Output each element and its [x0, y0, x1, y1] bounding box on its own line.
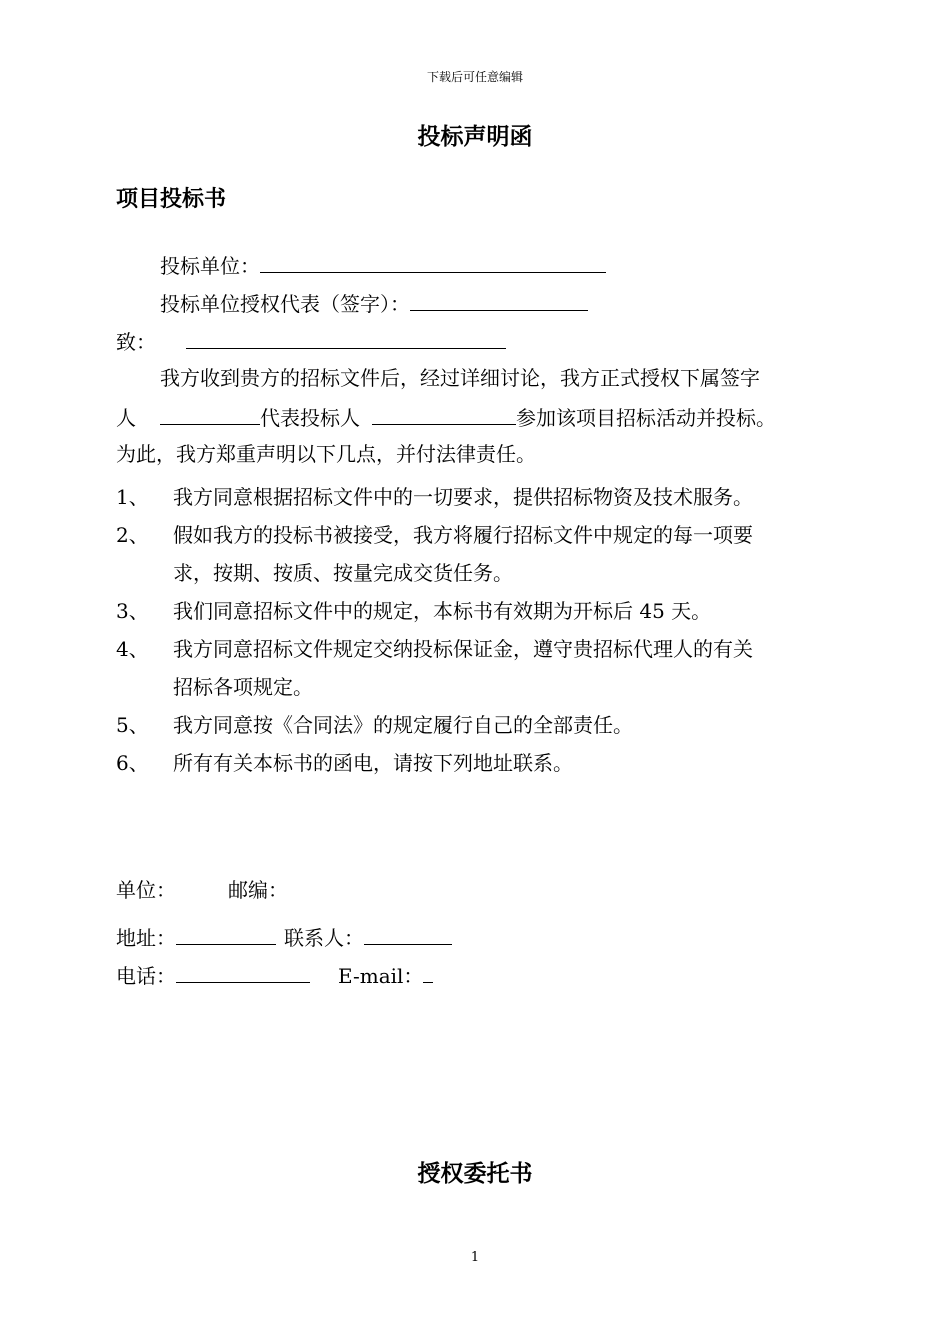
- address-blank: [176, 924, 276, 945]
- to-blank: [186, 328, 506, 349]
- item-6-text: 所有有关本标书的函电，请按下列地址联系。: [173, 751, 573, 775]
- phone-email-row: [116, 962, 433, 988]
- para1-line1: 我方收到贵方的招标文件后，经过详细讨论，我方正式授权下属签字: [160, 366, 760, 390]
- contact-person-blank: [364, 924, 452, 945]
- page-title: 投标声明函: [417, 123, 533, 150]
- bidder-unit-blank: [260, 252, 606, 273]
- item-2-num: 2、: [116, 523, 149, 547]
- item-1-num: 1、: [116, 485, 149, 509]
- project-heading: 项目投标书: [116, 186, 227, 212]
- to-row: [116, 328, 506, 354]
- item-6-num: 6、: [116, 751, 149, 775]
- bidder-rep-label: 投标单位授权代表（签字）：: [160, 292, 410, 316]
- unit-label: 单位：: [116, 878, 176, 902]
- bidder-name-blank: [372, 404, 516, 425]
- para1-line2-a: 人: [116, 406, 136, 430]
- item-4-num: 4、: [116, 637, 149, 661]
- email-blank: [423, 962, 433, 983]
- item-3-text: 我们同意招标文件中的规定，本标书有效期为开标后 45 天。: [173, 599, 712, 623]
- page-number: 1: [470, 1250, 480, 1265]
- bidder-rep-blank: [410, 290, 588, 311]
- item-4-text-cont: 招标各项规定。: [173, 675, 313, 699]
- item-1-text: 我方同意根据招标文件中的一切要求，提供招标物资及技术服务。: [173, 485, 753, 509]
- item-5-num: 5、: [116, 713, 149, 737]
- item-3-num: 3、: [116, 599, 149, 623]
- para1-line2-c: 参加该项目招标活动并投标。: [516, 406, 776, 430]
- phone-label: 电话：: [116, 964, 176, 988]
- signatory-blank: [160, 404, 260, 425]
- item-5-text: 我方同意按《合同法》的规定履行自己的全部责任。: [173, 713, 633, 737]
- item-4-text: 我方同意招标文件规定交纳投标保证金，遵守贵招标代理人的有关: [173, 637, 753, 661]
- para1-line3: 为此，我方郑重声明以下几点，并付法律责任。: [116, 442, 536, 466]
- bidder-rep-row: [160, 290, 588, 316]
- bidder-unit-label: 投标单位：: [160, 254, 260, 278]
- postcode-label: 邮编：: [228, 878, 288, 902]
- to-label: 致：: [116, 330, 156, 354]
- address-label: 地址：: [116, 926, 176, 950]
- address-contact-row: [116, 924, 452, 950]
- item-2-text-cont: 求，按期、按质、按量完成交货任务。: [173, 561, 513, 585]
- contact-person-label: 联系人：: [284, 926, 364, 950]
- phone-blank: [176, 962, 310, 983]
- para1-line2: [116, 404, 776, 430]
- item-2-text: 假如我方的投标书被接受，我方将履行招标文件中规定的每一项要: [173, 523, 753, 547]
- second-title: 授权委托书: [417, 1160, 533, 1187]
- email-label: E-mail：: [338, 964, 424, 988]
- para1-line2-b: 代表投标人: [260, 406, 360, 430]
- unit-postcode-row: [116, 878, 288, 902]
- header-note: 下载后可任意编辑: [426, 70, 523, 84]
- bidder-unit-row: [160, 252, 606, 278]
